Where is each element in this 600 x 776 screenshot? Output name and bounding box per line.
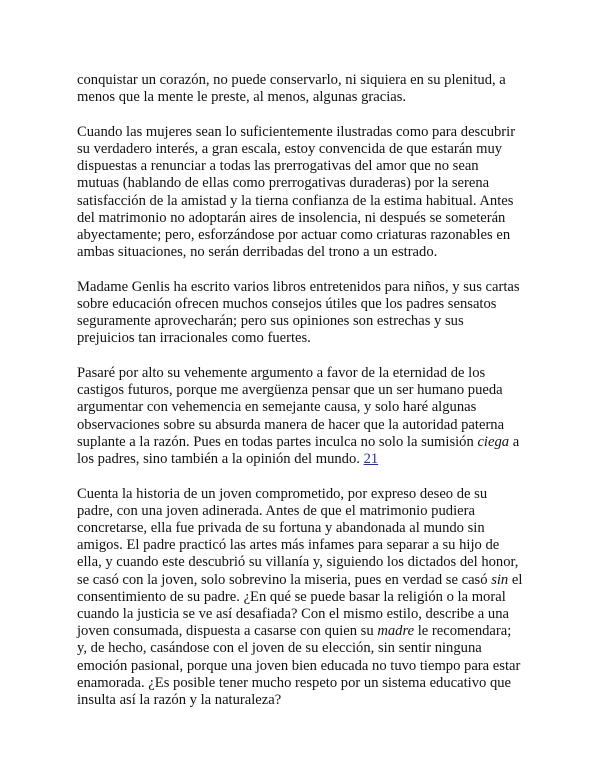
- text-line: amigos. El padre practicó las artes más infames para separar a su hijo de: [77, 537, 500, 554]
- text-line: cuando la justicia se ve así desafiada? Con el mismo estilo, describe a una: [77, 606, 509, 623]
- text-line: ambas situaciones, no serán derribadas del trono a un estrado.: [77, 244, 438, 261]
- text-line: ella, y cuando este descubrió su villanía y, siguiendo los dictados del honor,: [77, 554, 519, 571]
- text-line: insulta así la razón y la naturaleza?: [77, 692, 282, 709]
- document-page: [77, 72, 539, 727]
- text-line: consentimiento de su padre. ¿En qué se puede basar la religión o la moral: [77, 588, 506, 605]
- text-line: los padres, sino también a la opinión del mundo.: [77, 451, 360, 468]
- text-line: Cuenta la historia de un joven comprometido, por expreso deseo de su: [77, 485, 488, 502]
- text-line: se casó con la joven, solo sobrevino la miseria, pues en verdad se casó: [77, 571, 488, 588]
- text-line: emoción pasional, porque una joven bien educada no tuvo tiempo para estar: [77, 657, 521, 674]
- footnote-link[interactable]: 21: [363, 451, 379, 468]
- text-line: del matrimonio no adoptarán aires de insolencia, ni después se someterán: [77, 209, 506, 226]
- text-fragment: a: [512, 433, 520, 450]
- italic-word: sin: [491, 571, 509, 588]
- text-line: Cuando las mujeres sean lo suficientemente ilustradas como para descubrir: [77, 123, 516, 140]
- text-line: joven consumada, dispuesta a casarse con quien su: [77, 623, 374, 640]
- italic-word: ciega: [477, 433, 510, 450]
- text-line: conquistar un corazón, no puede conservarlo, ni siquiera en su plenitud, a: [77, 72, 506, 88]
- text-fragment: le recomendara;: [417, 623, 512, 640]
- paragraph-5: [77, 486, 539, 710]
- paragraph-1: [77, 72, 539, 106]
- text-line: suplante a la razón. Pues en todas partes inculca no solo la sumisión: [77, 433, 474, 450]
- text-line: satisfacción de la amistad y la tierna confianza de la estima habitual. Antes: [77, 192, 514, 209]
- text-line: padre, con una joven adinerada. Antes de que el matrimonio pudiera: [77, 502, 475, 519]
- text-line: mutuas (hablando de ellas como prerrogativas duraderas) por la serena: [77, 175, 490, 192]
- paragraph-2: [77, 124, 539, 262]
- text-fragment: el: [511, 571, 523, 588]
- text-line: menos que la mente le preste, al menos, algunas gracias.: [77, 89, 407, 106]
- text-line: prejuicios tan irracionales como fuertes.: [77, 330, 311, 347]
- paragraph-4: [77, 365, 539, 468]
- text-line: abyectamente; pero, esforzándose por actuar como criaturas razonables en: [77, 227, 511, 244]
- paragraph-3: [77, 279, 539, 348]
- text-line: dispuestas a renunciar a todas las prerrogativas del amor que no sean: [77, 158, 479, 175]
- text-line: observaciones sobre su absurda manera de hacer que la autoridad paterna: [77, 416, 505, 433]
- text-line: Madame Genlis ha escrito varios libros entretenidos para niños, y sus cartas: [77, 278, 520, 295]
- text-line: argumentar con vehemencia en semejante causa, y solo haré algunas: [77, 399, 477, 416]
- text-line: su verdadero interés, a gran escala, estoy convencida de que estarán muy: [77, 141, 503, 157]
- italic-word: madre: [377, 623, 415, 640]
- text-line: concretarse, ella fue privada de su fortuna y abandonada al mundo sin: [77, 520, 485, 537]
- text-line: seguramente aprovecharán; pero sus opiniones son estrechas y sus: [77, 313, 464, 330]
- text-line: enamorada. ¿Es posible tener mucho respeto por un sistema educativo que: [77, 674, 512, 691]
- text-line: castigos futuros, porque me avergüenza pensar que un ser humano pueda: [77, 382, 503, 399]
- text-line: y, de hecho, casándose con el joven de su elección, sin sentir ninguna: [77, 640, 482, 657]
- text-line: Pasaré por alto su vehemente argumento a favor de la eternidad de los: [77, 365, 486, 382]
- text-line: sobre educación ofrecen muchos consejos útiles que los padres sensatos: [77, 296, 497, 313]
